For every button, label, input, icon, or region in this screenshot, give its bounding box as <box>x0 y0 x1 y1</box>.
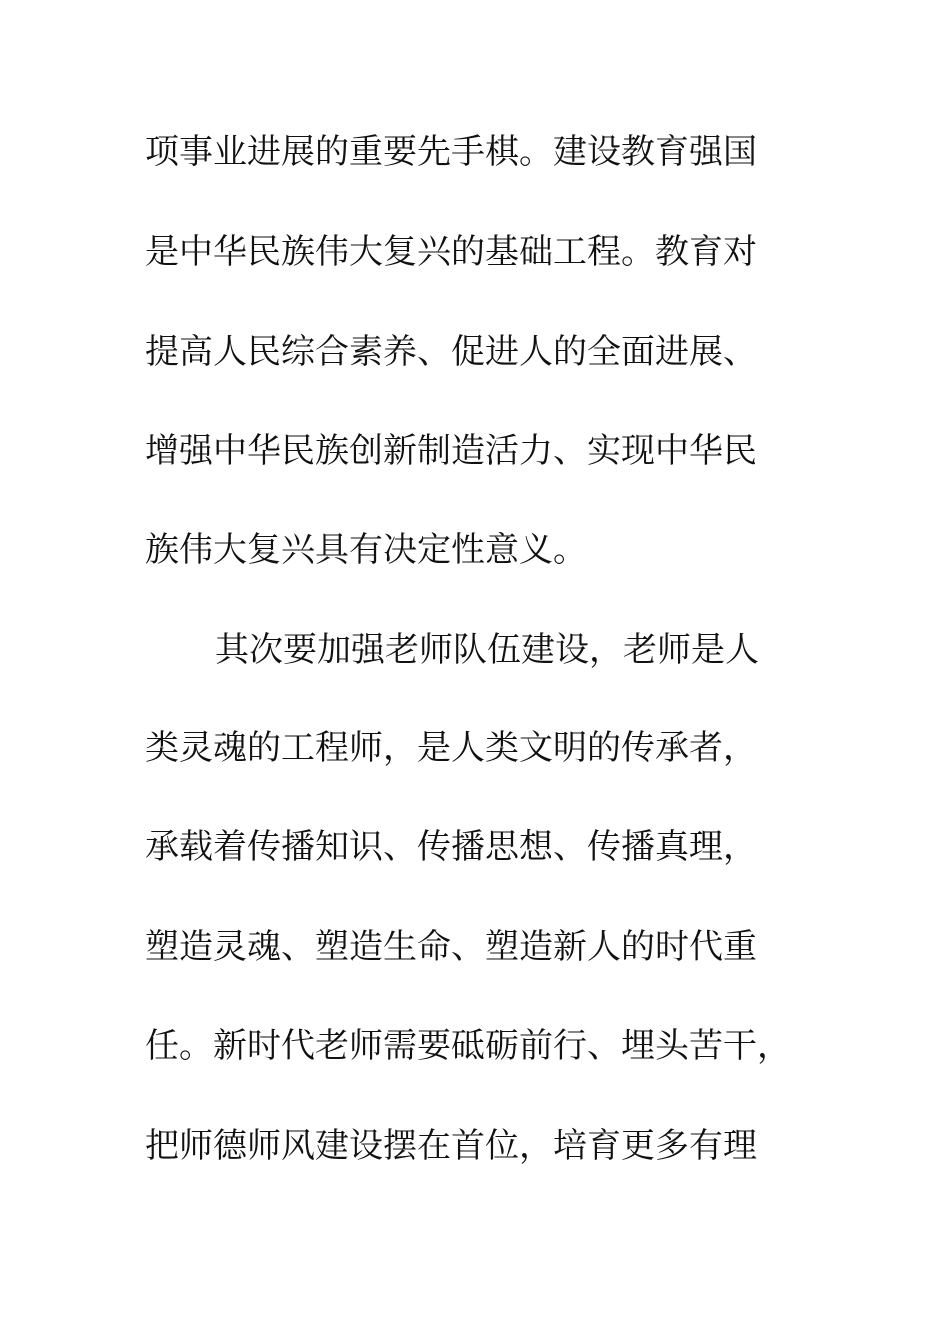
paragraph-line: 族伟大复兴具有决定性意义。 <box>145 530 587 570</box>
paragraph-line: 把师德师风建设摆在首位，培育更多有理 <box>145 1126 757 1166</box>
paragraph-line: 类灵魂的工程师，是人类文明的传承者， <box>145 728 757 768</box>
paragraph-line: 塑造灵魂、塑造生命、塑造新人的时代重 <box>145 927 757 967</box>
paragraph-line: 承载着传播知识、传播思想、传播真理， <box>145 827 757 867</box>
paragraph-line: 提高人民综合素养、促进人的全面进展、 <box>145 332 757 372</box>
paragraph-line: 增强中华民族创新制造活力、实现中华民 <box>145 431 757 471</box>
paragraph-line: 其次要加强老师队伍建设，老师是人 <box>215 630 759 670</box>
paragraph-line: 任。新时代老师需要砥砺前行、埋头苦干， <box>145 1026 791 1066</box>
paragraph-line: 是中华民族伟大复兴的基础工程。教育对 <box>145 232 757 272</box>
paragraph-line: 项事业进展的重要先手棋。建设教育强国 <box>145 132 757 172</box>
